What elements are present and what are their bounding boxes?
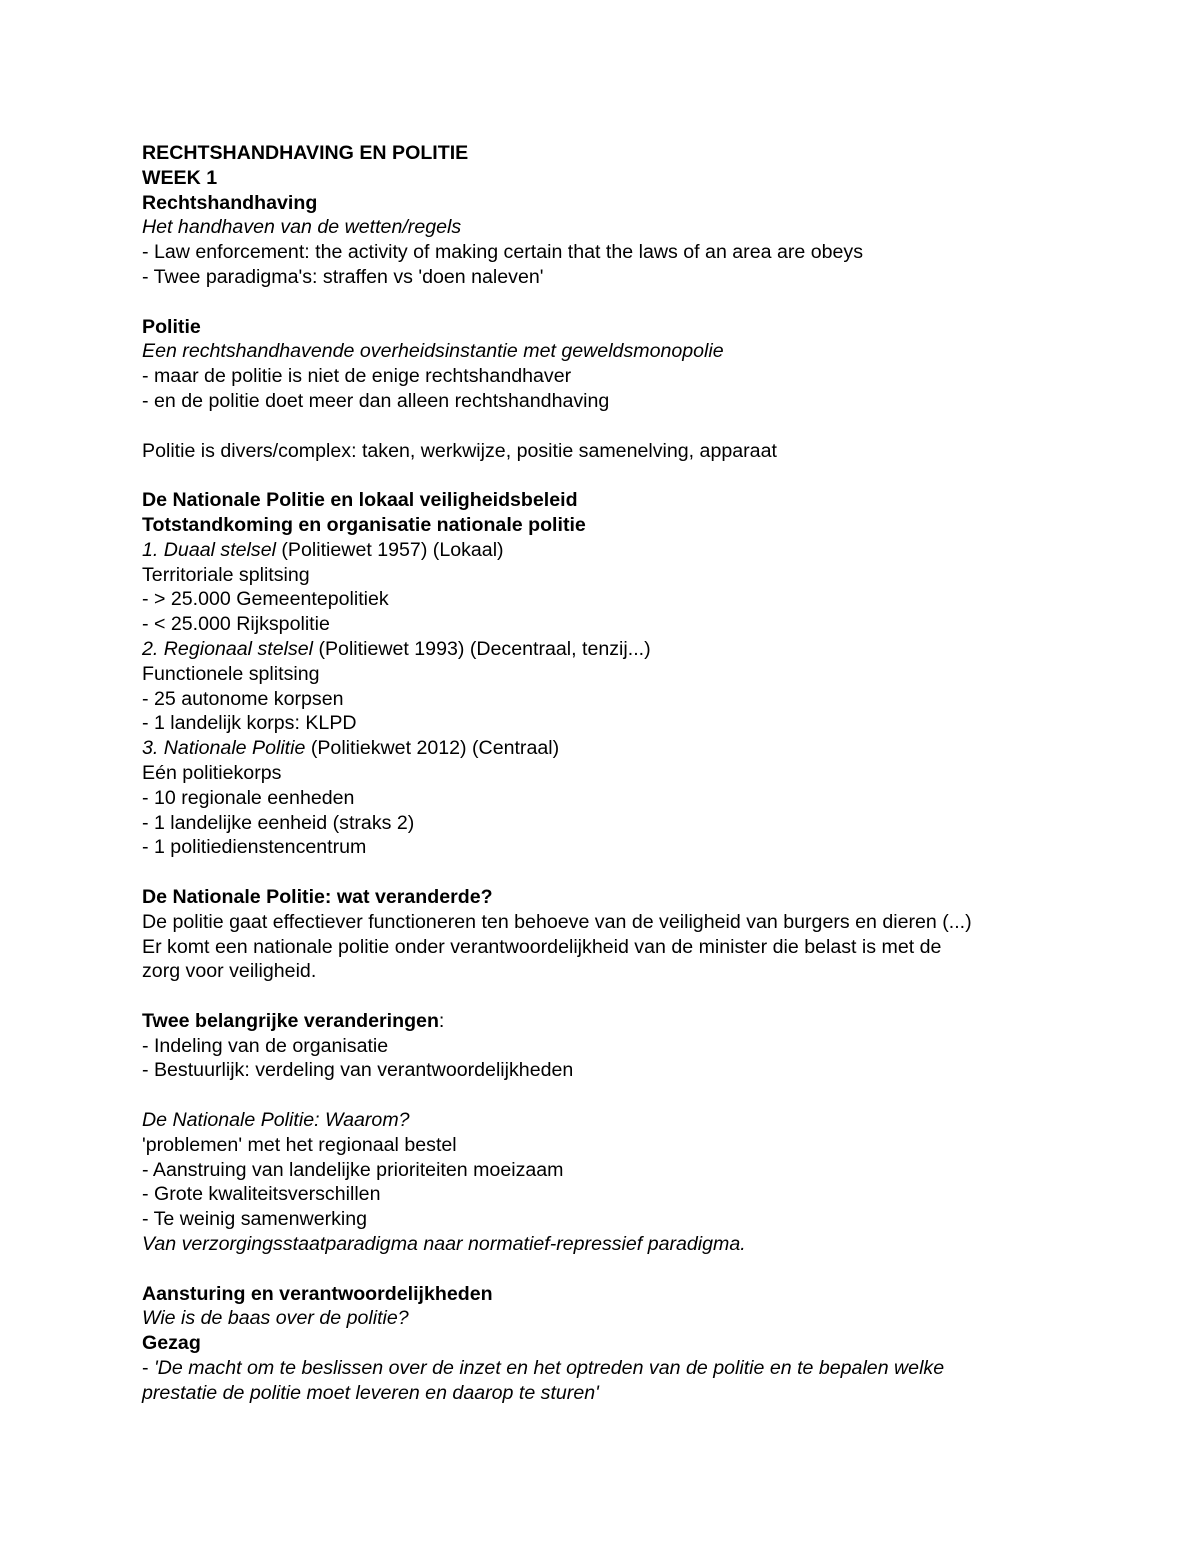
list-item: - maar de politie is niet de enige rechtshandhaver xyxy=(142,365,572,388)
quote-text: prestatie de politie moet leveren en daarop te sturen' xyxy=(142,1381,599,1404)
section-heading: Twee belangrijke veranderingen xyxy=(142,1009,439,1032)
heading-colon: : xyxy=(438,1009,445,1032)
spacer xyxy=(142,984,1102,1009)
subsection-heading: Totstandkoming en organisatie nationale politie xyxy=(142,513,586,536)
list-item: - 1 landelijke eenheid (straks 2) xyxy=(142,811,415,834)
list-item: - Indeling van de organisatie xyxy=(142,1034,389,1057)
list-item: Eén politiekorps xyxy=(142,761,282,784)
section-heading: De Nationale Politie: wat veranderde? xyxy=(142,885,493,908)
system-line xyxy=(142,538,1102,563)
section-heading: De Nationale Politie en lokaal veiligheidsbeleid xyxy=(142,489,578,512)
spacer xyxy=(142,463,1102,488)
list-item: - 1 landelijk korps: KLPD xyxy=(142,712,357,735)
document-page xyxy=(142,141,1102,1406)
paragraph: Politie is divers/complex: taken, werkwijze, positie samenelving, apparaat xyxy=(142,439,777,462)
system-name: 2. Regionaal stelsel xyxy=(142,637,314,660)
subsection-heading: Gezag xyxy=(142,1332,201,1355)
system-line xyxy=(142,736,1102,761)
spacer xyxy=(142,1083,1102,1108)
list-item: - > 25.000 Gemeentepolitiek xyxy=(142,588,389,611)
list-item: - Grote kwaliteitsverschillen xyxy=(142,1183,381,1206)
list-item: - 1 politiedienstencentrum xyxy=(142,836,367,859)
system-detail: (Politiekwet 2012) (Centraal) xyxy=(305,737,560,760)
spacer xyxy=(142,860,1102,885)
list-item: - Te weinig samenwerking xyxy=(142,1208,368,1231)
system-name: 1. Duaal stelsel xyxy=(142,538,276,561)
section-heading: De Nationale Politie: Waarom? xyxy=(142,1109,410,1132)
quote-line xyxy=(142,1356,1102,1381)
section-heading: Politie xyxy=(142,315,201,338)
document-title: RECHTSHANDHAVING EN POLITIE xyxy=(142,142,469,164)
list-item: - Aanstruing van landelijke prioriteiten moeizaam xyxy=(142,1158,564,1181)
week-label: WEEK 1 xyxy=(142,166,218,189)
section-heading: Aansturing en verantwoordelijkheden xyxy=(142,1282,493,1305)
list-item: - < 25.000 Rijkspolitie xyxy=(142,613,330,636)
system-detail: (Politiewet 1957) (Lokaal) xyxy=(275,538,504,561)
paragraph-line: De politie gaat effectiever functioneren ten behoeve van de veiligheid van burgers en dieren (...) xyxy=(142,910,972,933)
system-name: 3. Nationale Politie xyxy=(142,737,306,760)
spacer xyxy=(142,414,1102,439)
system-line xyxy=(142,637,1102,662)
spacer xyxy=(142,1257,1102,1282)
list-item: - en de politie doet meer dan alleen rechtshandhaving xyxy=(142,389,610,412)
list-item: - Bestuurlijk: verdeling van verantwoordelijkheden xyxy=(142,1059,574,1082)
list-item: - Law enforcement: the activity of making certain that the laws of an area are obeys xyxy=(142,241,863,264)
system-detail: (Politiewet 1993) (Decentraal, tenzij...) xyxy=(313,637,651,660)
section-heading: Rechtshandhaving xyxy=(142,191,318,214)
paragraph-line: zorg voor veiligheid. xyxy=(142,960,317,983)
quote-dash: - xyxy=(142,1357,154,1380)
question: Wie is de baas over de politie? xyxy=(142,1307,409,1330)
quote-text: 'De macht om te beslissen over de inzet en het optreden van de politie en te bepalen welke xyxy=(153,1357,945,1380)
paragraph-line: 'problemen' met het regionaal bestel xyxy=(142,1133,457,1156)
list-item: - 10 regionale eenheden xyxy=(142,786,355,809)
conclusion: Van verzorgingsstaatparadigma naar normatief-repressief paradigma. xyxy=(142,1233,746,1256)
paragraph-line: Er komt een nationale politie onder verantwoordelijkheid van de minister die belast is met de xyxy=(142,935,942,958)
list-item: Territoriale splitsing xyxy=(142,563,310,586)
definition: Het handhaven van de wetten/regels xyxy=(142,216,462,239)
list-item: Functionele splitsing xyxy=(142,662,320,685)
spacer xyxy=(142,290,1102,315)
definition: Een rechtshandhavende overheidsinstantie met geweldsmonopolie xyxy=(142,340,724,363)
list-item: - Twee paradigma's: straffen vs 'doen naleven' xyxy=(142,265,544,288)
section-heading-line xyxy=(142,1009,1102,1034)
list-item: - 25 autonome korpsen xyxy=(142,687,344,710)
